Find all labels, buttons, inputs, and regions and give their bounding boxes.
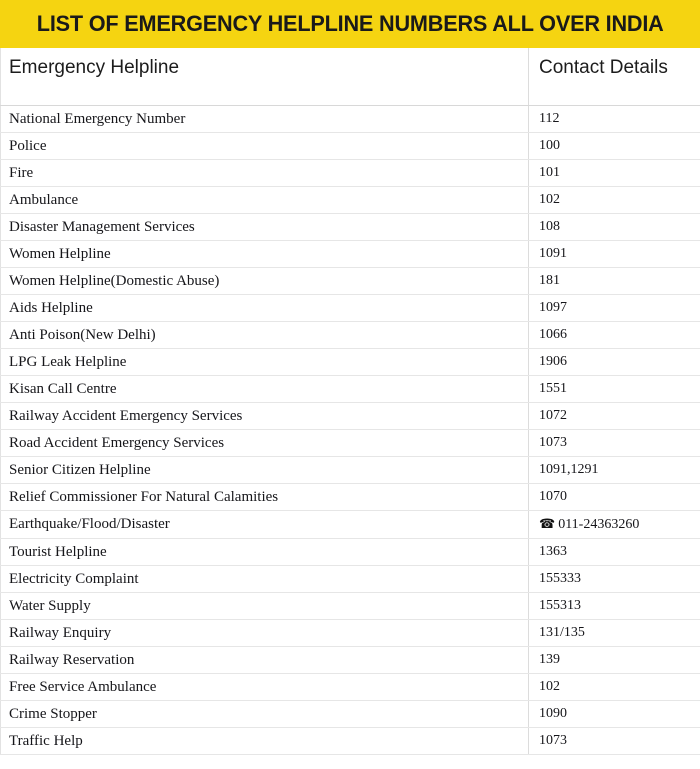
- contact-value-cell: 139: [529, 646, 700, 673]
- contact-value-cell: 102: [529, 673, 700, 700]
- contact-value-cell: 102: [529, 186, 700, 213]
- helpline-name-cell: Ambulance: [1, 186, 529, 213]
- helpline-name-cell: Water Supply: [1, 592, 529, 619]
- table-row: [1, 429, 700, 456]
- table-row: [1, 105, 700, 132]
- helpline-name-cell: Women Helpline(Domestic Abuse): [1, 267, 529, 294]
- table-row: [1, 592, 700, 619]
- contact-value-cell: 1091,1291: [529, 456, 700, 483]
- table-row: [1, 538, 700, 565]
- helpline-name-cell: Railway Accident Emergency Services: [1, 402, 529, 429]
- contact-value-cell: 108: [529, 213, 700, 240]
- helpline-name-cell: Free Service Ambulance: [1, 673, 529, 700]
- contact-value-cell: 1363: [529, 538, 700, 565]
- helpline-name-cell: Road Accident Emergency Services: [1, 429, 529, 456]
- helpline-name-cell: Senior Citizen Helpline: [1, 456, 529, 483]
- table-row: [1, 240, 700, 267]
- table-row: [1, 700, 700, 727]
- helpline-name-cell: Traffic Help: [1, 727, 529, 754]
- table-row: [1, 348, 700, 375]
- contact-value-cell: 155333: [529, 565, 700, 592]
- helpline-name-cell: Anti Poison(New Delhi): [1, 321, 529, 348]
- helpline-name-cell: Crime Stopper: [1, 700, 529, 727]
- table-bottom-spacer: [0, 755, 700, 769]
- table-row: [1, 673, 700, 700]
- table-row: [1, 294, 700, 321]
- table-row: [1, 483, 700, 510]
- contact-value-cell: 181: [529, 267, 700, 294]
- table-row: [1, 321, 700, 348]
- helpline-name-cell: National Emergency Number: [1, 105, 529, 132]
- helpline-name-cell: LPG Leak Helpline: [1, 348, 529, 375]
- helpline-name-cell: Kisan Call Centre: [1, 375, 529, 402]
- table-row: [1, 402, 700, 429]
- table-row: [1, 159, 700, 186]
- page-title: LIST OF EMERGENCY HELPLINE NUMBERS ALL OVER INDIA: [37, 11, 664, 37]
- contact-value-cell: 1097: [529, 294, 700, 321]
- contact-value-cell: 1091: [529, 240, 700, 267]
- table-row: [1, 186, 700, 213]
- helpline-name-cell: Relief Commissioner For Natural Calamities: [1, 483, 529, 510]
- table-header-row: [1, 48, 700, 105]
- helpline-name-cell: Disaster Management Services: [1, 213, 529, 240]
- table-row: [1, 619, 700, 646]
- contact-value-cell: 1906: [529, 348, 700, 375]
- contact-value-cell: 112: [529, 105, 700, 132]
- contact-value-cell: [529, 510, 700, 538]
- contact-value-cell: 1066: [529, 321, 700, 348]
- helpline-name-cell: Railway Enquiry: [1, 619, 529, 646]
- helpline-table: [0, 48, 700, 755]
- table-row: [1, 510, 700, 538]
- table-row: [1, 646, 700, 673]
- helpline-name-cell: Fire: [1, 159, 529, 186]
- table-row: [1, 375, 700, 402]
- table-row: [1, 565, 700, 592]
- table-row: [1, 213, 700, 240]
- table-body: [1, 105, 700, 754]
- contact-value-text: 011-24363260: [558, 517, 639, 532]
- contact-value-cell: 131/135: [529, 619, 700, 646]
- table-row: [1, 267, 700, 294]
- contact-value-cell: 155313: [529, 592, 700, 619]
- contact-value-cell: 100: [529, 132, 700, 159]
- telephone-icon: ☎: [539, 511, 555, 537]
- contact-value-cell: 1073: [529, 429, 700, 456]
- contact-value-cell: 101: [529, 159, 700, 186]
- table-row: [1, 456, 700, 483]
- helpline-name-cell: Railway Reservation: [1, 646, 529, 673]
- column-header-emergency-helpline: Emergency Helpline: [1, 48, 529, 105]
- helpline-name-cell: Tourist Helpline: [1, 538, 529, 565]
- helpline-name-cell: Earthquake/Flood/Disaster: [1, 510, 529, 538]
- page-banner: [0, 0, 700, 48]
- contact-value-cell: 1072: [529, 402, 700, 429]
- contact-value-cell: 1090: [529, 700, 700, 727]
- helpline-name-cell: Police: [1, 132, 529, 159]
- table-row: [1, 132, 700, 159]
- helpline-name-cell: Electricity Complaint: [1, 565, 529, 592]
- helpline-name-cell: Aids Helpline: [1, 294, 529, 321]
- table-header: [1, 48, 700, 105]
- contact-value-cell: 1070: [529, 483, 700, 510]
- contact-value-cell: 1551: [529, 375, 700, 402]
- helpline-name-cell: Women Helpline: [1, 240, 529, 267]
- column-header-contact-details: Contact Details: [529, 48, 700, 105]
- contact-value-cell: 1073: [529, 727, 700, 754]
